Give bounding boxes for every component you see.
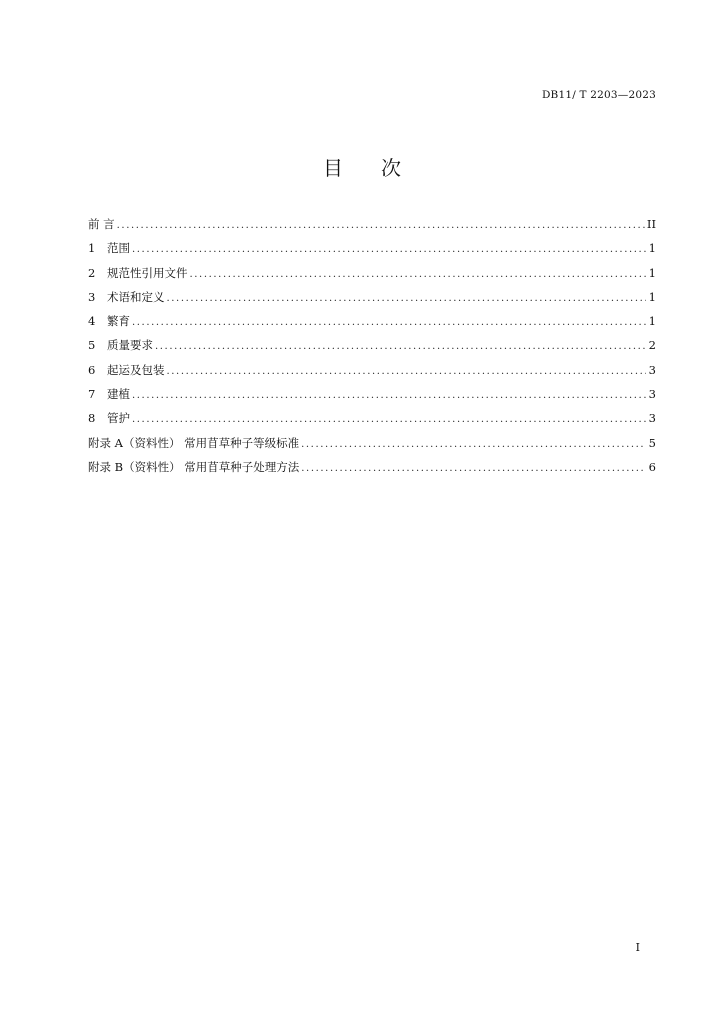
toc-entry-page: 3 [648,362,656,377]
toc-leader-dots [167,293,647,304]
page-number: I [635,941,640,954]
toc-entry-label: 范围 [107,241,130,256]
toc-entry-appendix-b[interactable] [88,459,656,483]
toc-entry-label: 规范性引用文件 [107,265,188,280]
toc-entry-label: 管护 [107,411,130,426]
toc-leader-dots [132,244,646,255]
toc-entry-label: 起运及包装 [107,362,165,377]
toc-entry-label: 繁育 [107,314,130,329]
toc-leader-dots [132,390,646,401]
toc-leader-dots [132,414,646,425]
toc-leader-dots [117,220,645,231]
toc-leader-dots [155,341,646,352]
toc-entry-page: 1 [648,241,656,256]
toc-entry-foreword[interactable] [88,216,656,240]
toc-entry-1[interactable] [88,240,656,264]
toc-entry-3[interactable] [88,289,656,313]
toc-entry-page: 3 [648,387,656,402]
toc-title [0,152,724,181]
toc-entry-page: 1 [648,289,656,304]
toc-entry-label: 附录 B（资料性） 常用苜草种子处理方法 [88,459,300,474]
toc-entry-4[interactable] [88,313,656,337]
toc-entry-number: 5 [88,338,96,353]
toc-entry-number: 6 [88,362,96,377]
toc-entry-5[interactable] [88,337,656,361]
toc-entry-label: 质量要求 [107,338,153,353]
toc-entry-2[interactable] [88,265,656,289]
toc-entry-7[interactable] [88,386,656,410]
toc-entry-label: 附录 A（资料性） 常用苜草种子等级标准 [88,435,300,450]
toc-entry-number: 8 [88,411,96,426]
toc-entry-number: 7 [88,387,96,402]
toc-entry-page: 2 [648,338,656,353]
toc-title-right: 次 [381,156,401,180]
document-code: DB11/ T 2203—2023 [541,89,656,101]
toc-entry-label: 术语和定义 [107,289,165,304]
toc-entry-label: 前 言 [88,217,115,231]
toc-entry-page: 6 [648,459,656,474]
toc-leader-dots [301,463,646,474]
toc-entry-6[interactable] [88,362,656,386]
toc-entry-page: 5 [648,435,656,450]
toc-leader-dots [301,439,646,450]
toc-entry-number: 3 [88,289,96,304]
toc-entry-page: 1 [648,265,656,280]
toc-entry-appendix-a[interactable] [88,435,656,459]
toc-leader-dots [190,269,647,280]
toc-entry-page: 3 [648,411,656,426]
toc-title-left: 目 [323,156,343,180]
toc-entry-number: 1 [88,241,96,256]
toc-entry-page: 1 [648,314,656,329]
toc-entry-number: 4 [88,314,96,329]
toc-entry-label: 建植 [107,387,130,402]
toc-entry-8[interactable] [88,410,656,434]
toc-entry-page: II [646,217,656,231]
toc-leader-dots [132,317,646,328]
toc-leader-dots [167,366,647,377]
toc-entry-number: 2 [88,265,96,280]
toc-list [88,216,656,483]
